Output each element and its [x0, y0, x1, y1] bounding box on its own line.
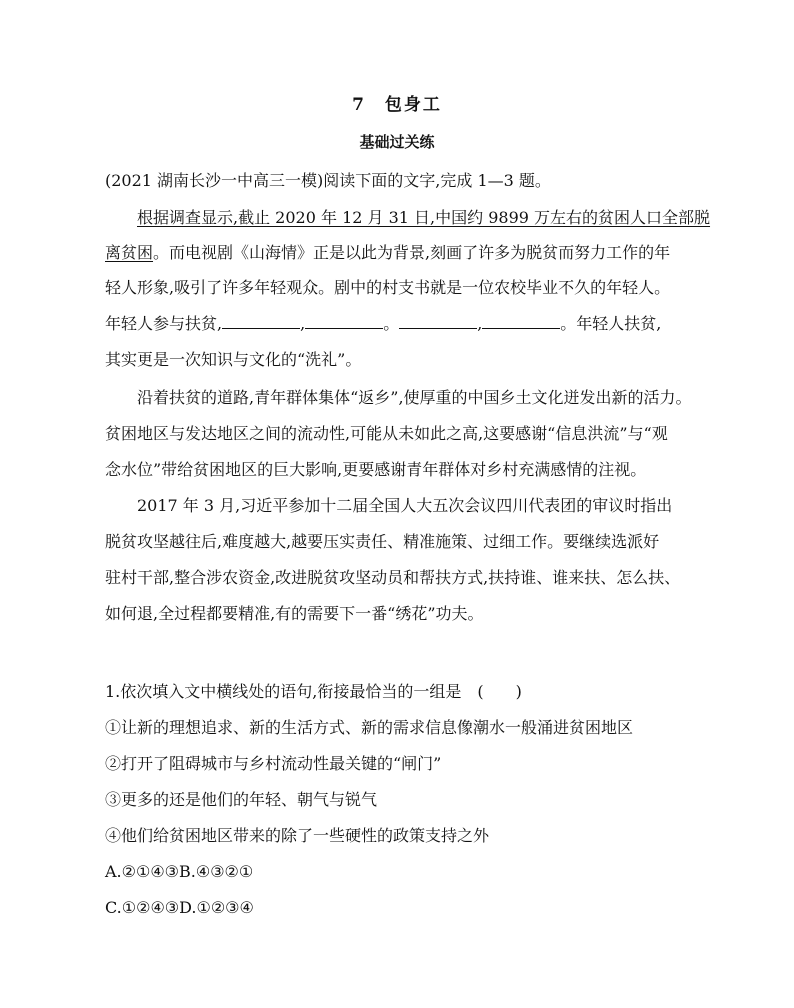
passage-p2-line2: 贫困地区与发达地区之间的流动性,可能从未如此之高,这要感谢“信息洪流”与“观 — [105, 424, 668, 443]
passage-p1-line4-start: 年轻人参与扶贫, — [105, 314, 223, 333]
passage-p3-line2: 脱贫攻坚越往后,难度越大,越要压实责任、精准施策、过细工作。要继续选派好 — [105, 532, 660, 551]
passage-underlined-phrase: 离贫困 — [105, 243, 154, 262]
question1-item-3: ③更多的还是他们的年轻、朝气与锐气 — [105, 790, 378, 809]
blank-comma-2: , — [477, 314, 483, 333]
passage-p1-line2 — [105, 243, 670, 263]
question1-item-2: ②打开了阻碍城市与乡村流动性最关键的“闸门” — [105, 754, 442, 773]
fill-blank-1[interactable] — [222, 314, 300, 329]
passage-p3-line4: 如何退,全过程都要精准,有的需要下一番“绣花”功夫。 — [105, 604, 484, 623]
source-line: (2021 湖南长沙一中高三一模)阅读下面的文字,完成 1—3 题。 — [105, 171, 551, 190]
passage-p1-line1: 根据调查显示,截止 2020 年 12 月 31 日,中国约 9899 万左右的贫困人口全部脱 — [137, 208, 711, 227]
passage-p1-line2-rest: 。而电视剧《山海情》正是以此为背景,刻画了许多为脱贫而努力工作的年 — [153, 243, 671, 262]
question1-stem: 1.依次填入文中横线处的语句,衔接最恰当的一组是 ( ) — [105, 682, 522, 701]
passage-p1-line3: 轻人形象,吸引了许多年轻观众。剧中的村支书就是一位农校毕业不久的年轻人。 — [105, 278, 671, 297]
passage-p2-line1: 沿着扶贫的道路,青年群体集体“返乡”,使厚重的中国乡土文化迸发出新的活力。 — [137, 388, 692, 407]
blank-comma-1: , — [300, 314, 306, 333]
passage-p3-line3: 驻村干部,整合涉农资金,改进脱贫攻坚动员和帮扶方式,扶持谁、谁来扶、怎么扶、 — [105, 568, 681, 587]
lesson-title: 7 包身工 — [352, 95, 442, 115]
passage-p3-line1: 2017 年 3 月,习近平参加十二届全国人大五次会议四川代表团的审议时指出 — [137, 496, 673, 515]
section-subtitle: 基础过关练 — [359, 133, 435, 151]
passage-p1-line4-end: 。年轻人扶贫, — [560, 314, 662, 333]
passage-p2-line3: 念水位”带给贫困地区的巨大影响,更要感谢青年群体对乡村充满感情的注视。 — [105, 460, 647, 479]
question1-options-ab[interactable]: A.②①④③B.④③②① — [105, 862, 254, 881]
question1-options-cd[interactable]: C.①②④③D.①②③④ — [105, 898, 254, 917]
fill-blank-4[interactable] — [482, 314, 560, 329]
fill-blank-2[interactable] — [305, 314, 383, 329]
question1-item-4: ④他们给贫困地区带来的除了一些硬性的政策支持之外 — [105, 826, 490, 845]
passage-p1-line4 — [105, 314, 661, 334]
passage-p1-line5: 其实更是一次知识与文化的“洗礼”。 — [105, 350, 362, 369]
question1-item-1: ①让新的理想追求、新的生活方式、新的需求信息像潮水一般涌进贫困地区 — [105, 718, 634, 737]
blank-period: 。 — [383, 314, 400, 333]
fill-blank-3[interactable] — [399, 314, 477, 329]
